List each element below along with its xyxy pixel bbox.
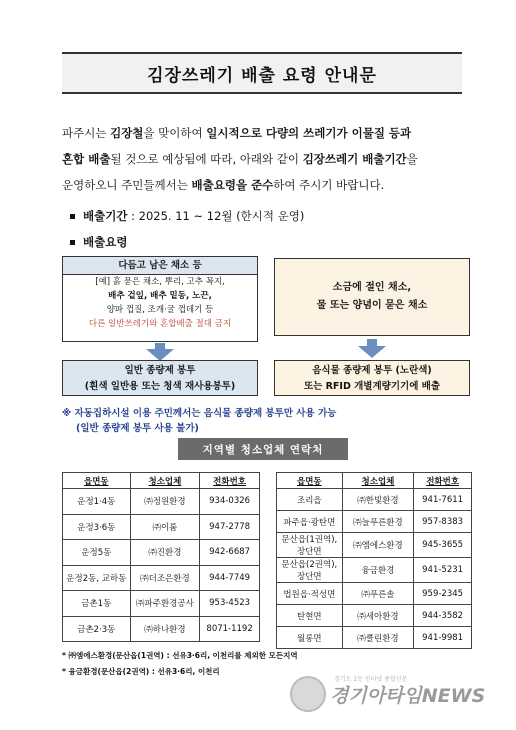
header-cell: 읍면동	[63, 473, 131, 489]
table-cell: 941-7611	[414, 489, 472, 511]
table-cell: ㈜엠에스환경	[342, 533, 414, 558]
table-cell: 금촌2·3동	[63, 616, 131, 642]
table-cell: 운정2동, 교하동	[63, 565, 131, 591]
table-cell: 953-4523	[200, 591, 260, 617]
table-row	[63, 514, 260, 540]
intro-bold: 김장철	[110, 126, 144, 140]
logo-subtext: 경기도 1등 인터넷 종합신문	[334, 676, 408, 683]
general-waste-line: 양파 껍질, 조개·굴 껍데기 등	[106, 305, 214, 315]
logo-text: 경기아타임NEWS	[330, 684, 486, 707]
food-bag-line: 음식물 종량제 봉투 (노란색)	[312, 365, 432, 376]
table-cell: 법원읍·적성면	[277, 583, 343, 605]
table-cell: 957-8383	[414, 511, 472, 533]
down-arrow-icon	[358, 346, 386, 358]
food-bag-line: 또는 RFID 개별계량기기에 배출	[303, 381, 441, 392]
intro-text: 하여 주시기 바랍니다.	[273, 178, 385, 192]
header-cell: 청소업체	[130, 473, 200, 489]
table-cell: 금촌1동	[63, 591, 131, 617]
table-row	[277, 583, 472, 605]
table-cell: 운정3·6동	[63, 514, 131, 540]
intro-bold: 일시적으로 다량의 쓰레기가 이물질 등과	[206, 126, 412, 140]
method-label: 배출요령	[83, 235, 128, 249]
page-title	[62, 52, 462, 94]
table-cell: 8071-1192	[200, 616, 260, 642]
table-cell: 문산읍(2권역), 장단면	[277, 558, 343, 583]
note-line: (일반 종량제 봉투 사용 불가)	[76, 423, 199, 434]
general-waste-line: [예] 흙 묻은 채소, 뿌리, 고추 꼭지,	[95, 277, 225, 287]
table-cell: ㈜세아환경	[342, 605, 414, 627]
contact-title	[178, 438, 348, 460]
table-cell: ㈜파주환경공사	[130, 591, 200, 617]
table-cell: ㈜더조은환경	[130, 565, 200, 591]
general-waste-box	[62, 256, 258, 342]
table-cell: ㈜하나환경	[130, 616, 200, 642]
news-logo	[290, 672, 500, 716]
header-cell: 전화번호	[200, 473, 260, 489]
general-bag-line: (흰색 일반용 또는 청색 재사용봉투)	[84, 381, 236, 392]
table-header-row	[277, 473, 472, 489]
table-cell: ㈜늘푸른환경	[342, 511, 414, 533]
intro-text: 파주시는	[62, 126, 111, 140]
table-cell: 941-9981	[414, 627, 472, 649]
footnote: * 융금환경(문산읍(2권역) : 선유3·6리, 이천리	[62, 667, 220, 676]
bullet-icon	[70, 240, 75, 245]
intro-paragraph	[62, 120, 474, 198]
header-cell: 청소업체	[342, 473, 414, 489]
table-cell: 문산읍(1권역), 장단면	[277, 533, 343, 558]
intro-bold: 배출요령을 준수	[191, 178, 274, 192]
bullet-icon	[70, 214, 75, 219]
table-cell: 월롱면	[277, 627, 343, 649]
general-bag-box	[62, 360, 258, 396]
table-cell: 945-3655	[414, 533, 472, 558]
intro-text: 될 것으로 예상됨에 따라, 아래와 같이	[110, 152, 303, 166]
contact-table-left	[62, 472, 260, 642]
footnote: * ㈜엠에스환경(문산읍(1권역) : 선유3·6리, 이천리를 제외한 모든지역	[62, 651, 298, 660]
intro-text: 운영하오니 주민들께서는	[62, 178, 192, 192]
table-cell: ㈜푸른솔	[342, 583, 414, 605]
general-bag-line: 일반 종량제 봉투	[124, 365, 196, 376]
intro-line-3	[62, 172, 474, 198]
intro-bold: 김장쓰레기 배출기간	[302, 152, 407, 166]
table-row	[63, 591, 260, 617]
table-cell: 941-5231	[414, 558, 472, 583]
table-header-row	[63, 473, 260, 489]
period-label: 배출기간	[83, 209, 128, 223]
table-row	[277, 558, 472, 583]
table-row	[63, 616, 260, 642]
intro-text: 을 맞이하여	[143, 126, 207, 140]
contact-title-text: 지역별 청소업체 연락처	[202, 443, 324, 456]
table-row	[277, 489, 472, 511]
table-cell: 탄현면	[277, 605, 343, 627]
general-waste-head: 다듬고 남은 채소 등	[63, 257, 257, 275]
table-cell: ㈜클린환경	[342, 627, 414, 649]
food-waste-box	[274, 258, 470, 336]
table-row	[277, 605, 472, 627]
food-waste-line: 물 또는 양념이 묻은 채소	[316, 300, 428, 311]
title-text: 김장쓰레기 배출 요령 안내문	[147, 65, 377, 86]
table-cell: 934-0326	[200, 489, 260, 515]
header-cell: 읍면동	[277, 473, 343, 489]
general-waste-line: 배추 겉잎, 배추 밑동, 노끈,	[108, 291, 212, 301]
logo-circle-icon	[290, 676, 326, 712]
table-cell: 운정5동	[63, 540, 131, 566]
table-cell: ㈜정원환경	[130, 489, 200, 515]
table-cell: 959-2345	[414, 583, 472, 605]
contact-table-right	[276, 472, 472, 649]
table-cell: 운정1·4동	[63, 489, 131, 515]
period-line	[70, 208, 304, 224]
table-cell: ㈜이룸	[130, 514, 200, 540]
table-row	[63, 565, 260, 591]
note-line: ※ 자동집하시설 이용 주민께서는 음식물 종량제 봉투만 사용 가능	[62, 408, 337, 419]
table-cell: 947-2778	[200, 514, 260, 540]
table-cell: 조리읍	[277, 489, 343, 511]
table-cell: 942-6687	[200, 540, 260, 566]
table-cell: 944-7749	[200, 565, 260, 591]
intro-line-2	[62, 146, 474, 172]
table-cell: ㈜진환경	[130, 540, 200, 566]
table-row	[277, 533, 472, 558]
intro-bold: 혼합 배출	[62, 152, 111, 166]
intro-text: 을	[406, 152, 418, 166]
period-value: : 2025. 11 ~ 12월 (한시적 운영)	[131, 209, 305, 223]
food-bag-box	[274, 360, 470, 396]
food-waste-line: 소금에 절인 채소,	[332, 282, 412, 293]
table-row	[63, 489, 260, 515]
method-line	[70, 234, 127, 250]
table-cell: 융금환경	[342, 558, 414, 583]
table-row	[277, 511, 472, 533]
table-cell: 파주읍·광탄면	[277, 511, 343, 533]
note	[62, 406, 482, 436]
table-cell: ㈜한빛환경	[342, 489, 414, 511]
general-waste-warning: 다른 일반쓰레기와 혼합배출 절대 금지	[88, 319, 232, 329]
table-row	[277, 627, 472, 649]
table-cell: 944-3582	[414, 605, 472, 627]
header-cell: 전화번호	[414, 473, 472, 489]
intro-line-1	[62, 120, 474, 146]
table-row	[63, 540, 260, 566]
